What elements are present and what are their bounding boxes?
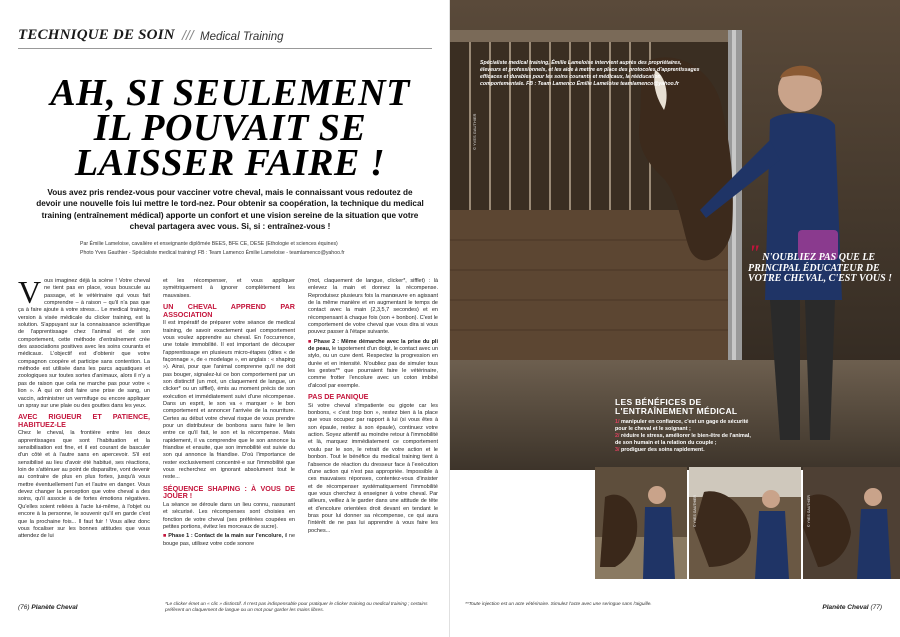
thumb-credit: © YVES GAUTHIER [807, 495, 811, 527]
article-column-2 [163, 278, 295, 550]
dropcap: V [18, 274, 42, 310]
pullquote [748, 240, 898, 285]
body-paragraph: Si votre cheval s'impatiente ou gigote car les bonbons, « c'est trop bon », restez bien à la place que vous occupez par rapport à lui (si vous êtes à son épaule, restez à son épaule), continuez votre action. Soyez attentif au moindre retour à l'immobilité et là, marquez immédiatement ce comportement voulu par le son, le retrait de votre action et le bonbon. Tout le bénéfice du medical training tient à l'absence de réaction du dresseur face à l'exécution d'une action qui n'est pas appropriée. Impossible à ces mauvaises réponses, contentez-vous d'insister et de récompenser systématiquement l'immobilité que vous cherchez à enseigner à votre cheval. Par ailleurs, veillez à le garder dans une attitude de tête et d'encolure orientées droit devant en tendant le bras pour lui donner sa récompense, ce qui aura l'intérêt de ne pas lui apprendre à vous faire les poches... [308, 402, 438, 534]
article-column-1 [18, 274, 150, 543]
header-rule [18, 48, 432, 49]
footnote: **Toute injection est un acte vétérinaire. Simulez l'acte avec une seringue sans l'aiguille. [465, 602, 652, 607]
body-paragraph: Chez le cheval, la frontière entre les deux apprentissages que sont l'habituation et la sensibilisation est fine, et il est courant de basculer d'un côté et à l'autre sans en apercevoir. S'il est sensibilisé au lieu d'avoir été habitué, ses réactions, loin de s'atténuer au point de disparaître, vont devenir au contraire de plus en plus fortes, jusqu'à vous mettre éventuellement l'un et l'autre en danger. Vous devez changer la perception que votre cheval a des soins, qu'il associe à de fortes émotions négatives. Qu'elles soient reliées à l'acte lui-même, à l'objet ou encore à la personne, le souvenir qu'il en garde c'est que la prochaine fois... Il faut fuir ! Vous allez donc vous focaliser sur les bonnes attitudes que vous attendez de lui [18, 430, 150, 540]
headline: AH, SI SEULEMENT IL POUVAIT SE LAISSER FAIRE ! [50, 72, 410, 184]
footnote: *Le clicker émet un « clic » distinctif. Il n'est pas indispensable pour pratiquer le clicker training ou medical training ; certains préfèrent un claquement de langue ou un mot pour garder les mains libres. [165, 602, 428, 614]
step-label: ■ [163, 533, 169, 540]
article-credits [80, 240, 390, 257]
step-2-label: Phase 2 : Même démarche avec la prise du pli de peau, [308, 338, 438, 353]
folio-left [18, 604, 78, 611]
page-number: (76) [18, 604, 30, 611]
main-photo [450, 0, 900, 470]
magazine-title: Planète Cheval [31, 604, 78, 611]
thumb-credit: © YVES GAUTHIER [693, 495, 697, 527]
subhead-rigueur: AVEC RIGUEUR ET PATIENCE, HABITUEZ-LE [18, 412, 150, 429]
subhead-panique: PAS DE PANIQUE [308, 392, 369, 402]
body-paragraph: Il est impératif de préparer votre séance de medical training, de savoir exactement quel comportement vous voulez apprendre au cheval. En l'occurrence, une totale immobilité. Il est important de découper l'apprentissage en plusieurs micro-étapes (dites « de façonnage », de « modelage », en anglais : « shaping »). Ainsi, pour que l'animal comprenne qu'il ne doit pas bouger, signalez-lui ce bon comportement par un son distinctif (un mot, un claquement de langue, un clicker* ou un sifflet), émis au moment précis de son exécution et immédiatement suivi d'une récompense. Dans un esprit, le son va « marquer » le bon comportement et annoncer l'arrivée de la nourriture. Certes au début votre cheval risque de vous prendre pour un distributeur de bonbons sans faire le lien entre ce qu'il fait, le son et la récompense. Mais rapidement, il va comprendre que le son annonce la friandise et ensuite, que son immobilité est suivie du son qui annonce la friandise. D'où l'importance de rester exclusivement concentré·e sur l'immobilité que vous recherchez en ignorant absolument tout le reste... [163, 320, 295, 481]
standfirst: Vous avez pris rendez-vous pour vacciner votre cheval, mais le connaissant vous redoutez de devoir une nouvelle fois lui mettre le tord-nez. Pour obtenir sa coopération, la technique du medical training (entraînement médical) apporte un confort et une vision sereine de la situation que votre cheval partagera avec vous. Si, si : entraînez-vous ! [36, 188, 424, 231]
thumbnail-strip [595, 467, 900, 579]
section-subtitle: Medical Training [200, 31, 284, 43]
intro-paragraph: ous imaginez déjà la scène ! Votre cheval ne tient pas en place, vous bouscule au passage, et le vétérinaire qui vous fait comprendre – à raison – qu'il n'a pas que ça à faire ajoute à votre stress... Le medical training, version à visée médicale du clicker training, est la solution. S'appuyant sur la connaissance scientifique de l'apprentissage chez l'animal et de son comportement, cette méthode d'entraînement crée des associations positives avec les soins courants et médicaux. L'objectif est d'obtenir que votre compagnon coopère et participe sans contention. La méthode est utilisée dans les parcs aquatiques et zoologiques sur toutes sortes d'animaux, alors il n'y a pas de raison que cela ne marche pas pour votre « lion ». À qui on doit faire une prise de sang, un vaccin, administrer un vermifuge ou encore appliquer un spray sur une plaie ou des gouttes dans les yeux. [18, 278, 150, 409]
subhead-shaping: SÉQUENCE SHAPING : À VOUS DE JOUER ! [163, 483, 295, 501]
magazine-title: Planète Cheval [822, 604, 869, 611]
article-column-3 [308, 278, 438, 537]
right-page [450, 0, 900, 637]
benefits-box [615, 398, 755, 454]
benefits-list [615, 419, 755, 454]
step-1-body: il ne bouge pas, utilisez votre code sonore [163, 533, 296, 547]
folio-right [822, 604, 882, 611]
list-item: 2/ réduire le stress, améliorer le bien-être de l'animal, de son humain et la relation du couple ; [615, 433, 751, 446]
photo-caption: Spécialiste medical training, Émilie Lameloise intervient auprès des propriétaires, éleveurs et professionnels, et les aide à mettre en place des protocoles d'apprentissages efficaces et durables pour les soins courants et médicaux, la rééducation comportementale. FB : Team Lamenco Émilie Lameloise teamlamenco@yahoo.fr [480, 60, 700, 87]
page-number: (77) [870, 604, 882, 611]
step-2-body: le tapotement d'un doigt, le contact avec un stylo, ou un cure dent. Respectez la progression en durée et en intensité. N'oubliez pas de simuler tous les gestes** que pourraient faire le vétérinaire, comme frotter l'encolure avec un coton imbibé d'alcool par exemple. [308, 346, 439, 389]
section-title: TECHNIQUE DE SOIN [18, 27, 175, 43]
step-label: ■ [308, 338, 314, 345]
body-paragraph: et les récompenser, et vous appliquer symétriquement à ignorer complètement les mauvaises. [163, 278, 295, 299]
credit-author: Par Émilie Lameloise, cavalière et enseignante diplômée BEES, BFE CE, DESE (Ethologie et sciences équines) [80, 241, 338, 247]
credit-photo: Photo Yves Gauthier - Spécialiste medical training! FB : Team Lamenco Émilie Lameloise - teamlamenco@yahoo.fr [80, 249, 345, 256]
thumbnail-photo [803, 467, 900, 579]
step-1-label: Phase 1 : Contact de la main sur l'encolure, [168, 533, 284, 540]
list-item: 3/ prodiguer des soins rapidement. [615, 447, 705, 453]
pullquote-text: N'OUBLIEZ PAS QUE LE PRINCIPAL ÉDUCATEUR DE VOTRE CHEVAL, C'EST VOUS ! [748, 252, 893, 284]
quote-mark-icon: " [748, 240, 761, 265]
body-paragraph: (mot, claquement de langue, clicker*, sifflet) : là enlevez la main et donnez la récompense. Reproduisez plusieurs fois la manœuvre en agissant de la même manière et en augmentant le temps de contact avec la main (2,3,5,7 secondes) et en récompensant à chaque fois (son + bonbon). C'est le comportement de votre cheval que vous dira si vous pouvez passer à l'étape suivante. [308, 278, 438, 336]
body-paragraph: La séance se déroule dans un lieu connu, rassurant et sécurisé. Les récompenses sont choisies en fonction de votre cheval (ses préférées coupées en petites portions, évitez les morceaux de sucre). [163, 501, 295, 530]
thumbnail-photo [689, 467, 801, 579]
section-separator: /// [182, 27, 194, 43]
thumbnail-photo [595, 467, 687, 579]
subhead-association: UN CHEVAL APPREND PAR ASSOCIATION [163, 302, 295, 319]
benefits-title: LES BÉNÉFICES DE L'ENTRAÎNEMENT MÉDICAL [615, 397, 738, 416]
photo-credit: © YVES GAUTHIER [472, 113, 477, 150]
list-item: 1/ manipuler en confiance, c'est un gage de sécurité pour le cheval et le soignant ; [615, 419, 749, 432]
